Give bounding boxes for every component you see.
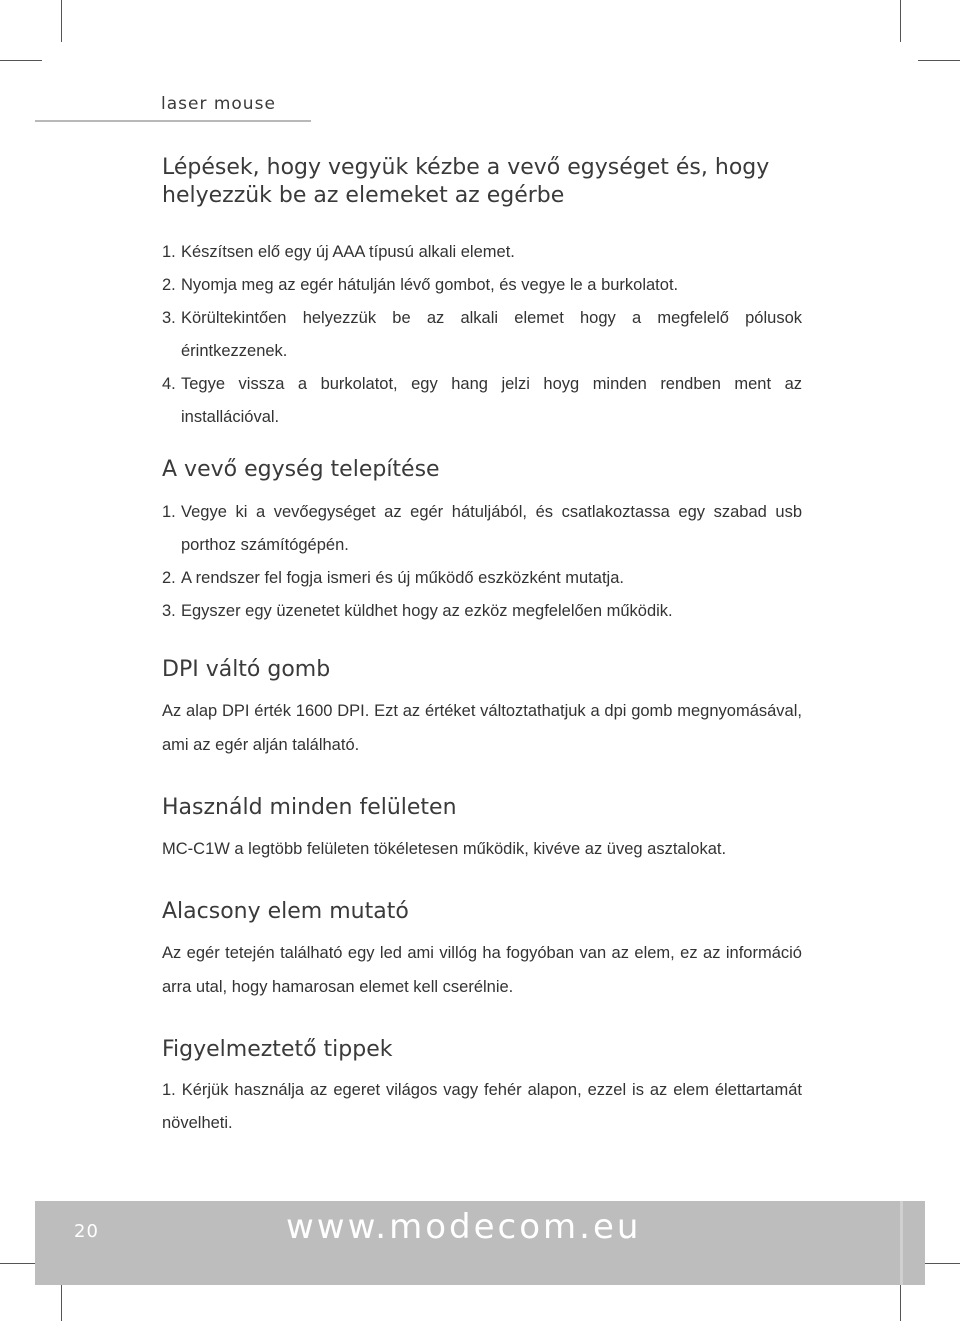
list-item: 1. Vegye ki a vevőegységet az egér hátuljából, és csatlakoztassa egy szabad usb porthoz számítógépén. <box>162 503 802 554</box>
install-section-title: Lépések, hogy vegyük kézbe a vevő egységet és, hogy helyezzük be az elemeket az egérbe <box>162 155 770 208</box>
list-item: 1. Készítsen elő egy új AAA típusú alkali elemet. <box>162 243 515 261</box>
page-number: 20 <box>74 1221 99 1242</box>
list-item: 1. Kérjük használja az egeret világos vagy fehér alapon, ezzel is az elem élettartamát növelheti. <box>162 1081 802 1132</box>
receiver-section-title: A vevő egység telepítése <box>162 457 440 482</box>
receiver-steps-list <box>162 496 802 628</box>
crop-mark <box>900 1279 901 1321</box>
battery-description: Az egér tetején található egy led ami villóg ha fogyóban van az elem, ez az információ arra utal, hogy hamarosan elemet kell cserélnie. <box>162 944 802 996</box>
surfaces-description: MC-C1W a legtöbb felületen tökéletesen működik, kivéve az üveg asztalokat. <box>162 840 727 858</box>
header-divider <box>35 120 311 122</box>
dpi-section-title: DPI váltó gomb <box>162 657 331 682</box>
crop-mark <box>61 1279 62 1321</box>
surfaces-section-title: Használd minden felületen <box>162 795 457 820</box>
page-content <box>162 154 802 1140</box>
battery-section-title: Alacsony elem mutató <box>162 899 409 924</box>
install-steps-list <box>162 236 802 434</box>
list-item: 3. Körültekintően helyezzük be az alkali elemet hogy a megfelelő pólusok érintkezzenek. <box>162 309 802 360</box>
list-item: 4. Tegye vissza a burkolatot, egy hang jelzi hoyg minden rendben ment az installációval. <box>162 375 802 426</box>
crop-mark <box>918 60 960 61</box>
tips-section-title: Figyelmeztető tippek <box>162 1037 393 1062</box>
tips-list <box>162 1074 802 1140</box>
crop-mark <box>900 0 901 42</box>
header-label: laser mouse <box>161 94 276 114</box>
crop-mark <box>0 60 42 61</box>
list-item: 3. Egyszer egy üzenetet küldhet hogy az ezköz megfelelően működik. <box>162 602 673 620</box>
list-item: 2. Nyomja meg az egér hátulján lévő gombot, és vegye le a burkolatot. <box>162 276 679 294</box>
crop-mark <box>61 0 62 42</box>
footer-edge <box>900 1201 903 1285</box>
list-item: 2. A rendszer fel fogja ismeri és új működő eszközként mutatja. <box>162 569 624 587</box>
website-url: www.modecom.eu <box>286 1207 642 1247</box>
dpi-description: Az alap DPI érték 1600 DPI. Ezt az értéket változtathatjuk a dpi gomb megnyomásával, ami az egér alján található. <box>162 702 802 754</box>
